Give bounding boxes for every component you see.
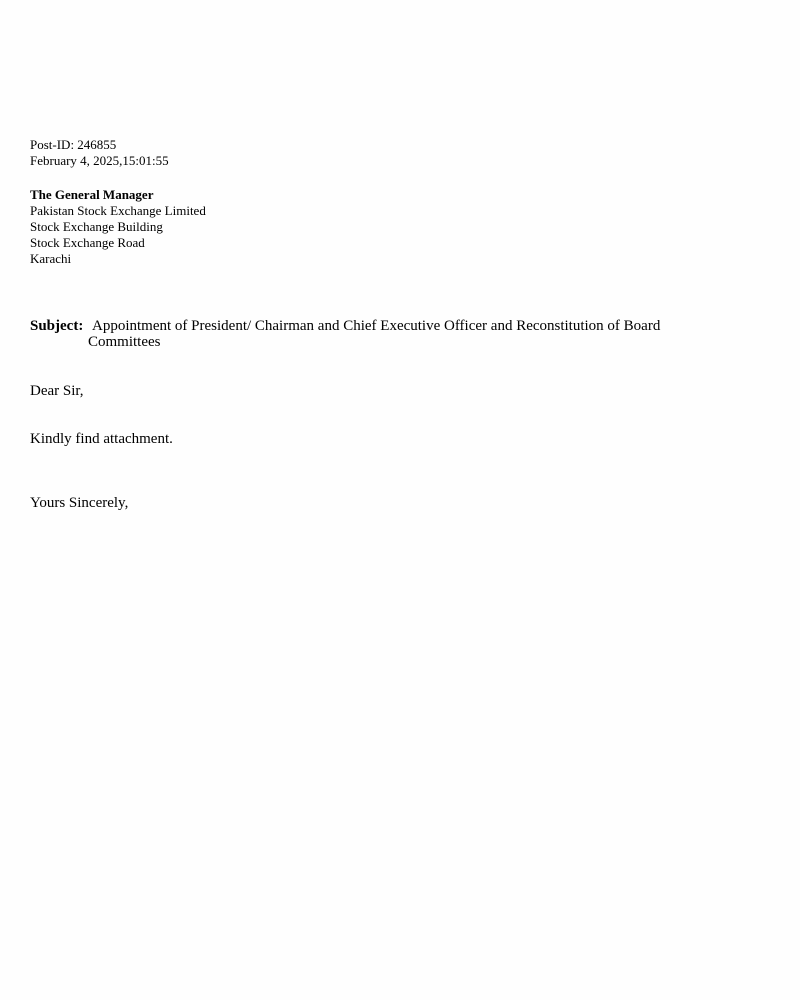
message-body: Kindly find attachment. (30, 431, 173, 447)
post-datetime: February 4, 2025,15:01:55 (30, 153, 169, 168)
greeting: Dear Sir, (30, 383, 84, 399)
subject-text: Appointment of President/ Chairman and Chief Executive Officer and Reconstitution of Board Committees (88, 318, 661, 350)
address-line: Stock Exchange Road (30, 235, 145, 250)
recipient-address (30, 187, 206, 267)
recipient-title: The General Manager (30, 187, 154, 202)
address-line: Stock Exchange Building (30, 219, 163, 234)
address-line: Karachi (30, 251, 72, 266)
closing: Yours Sincerely, (30, 495, 129, 511)
post-meta (30, 137, 169, 169)
post-id: Post-ID: 246855 (30, 137, 117, 152)
subject-block (30, 318, 710, 350)
address-line: Pakistan Stock Exchange Limited (30, 203, 206, 218)
subject-label: Subject: (30, 318, 84, 334)
